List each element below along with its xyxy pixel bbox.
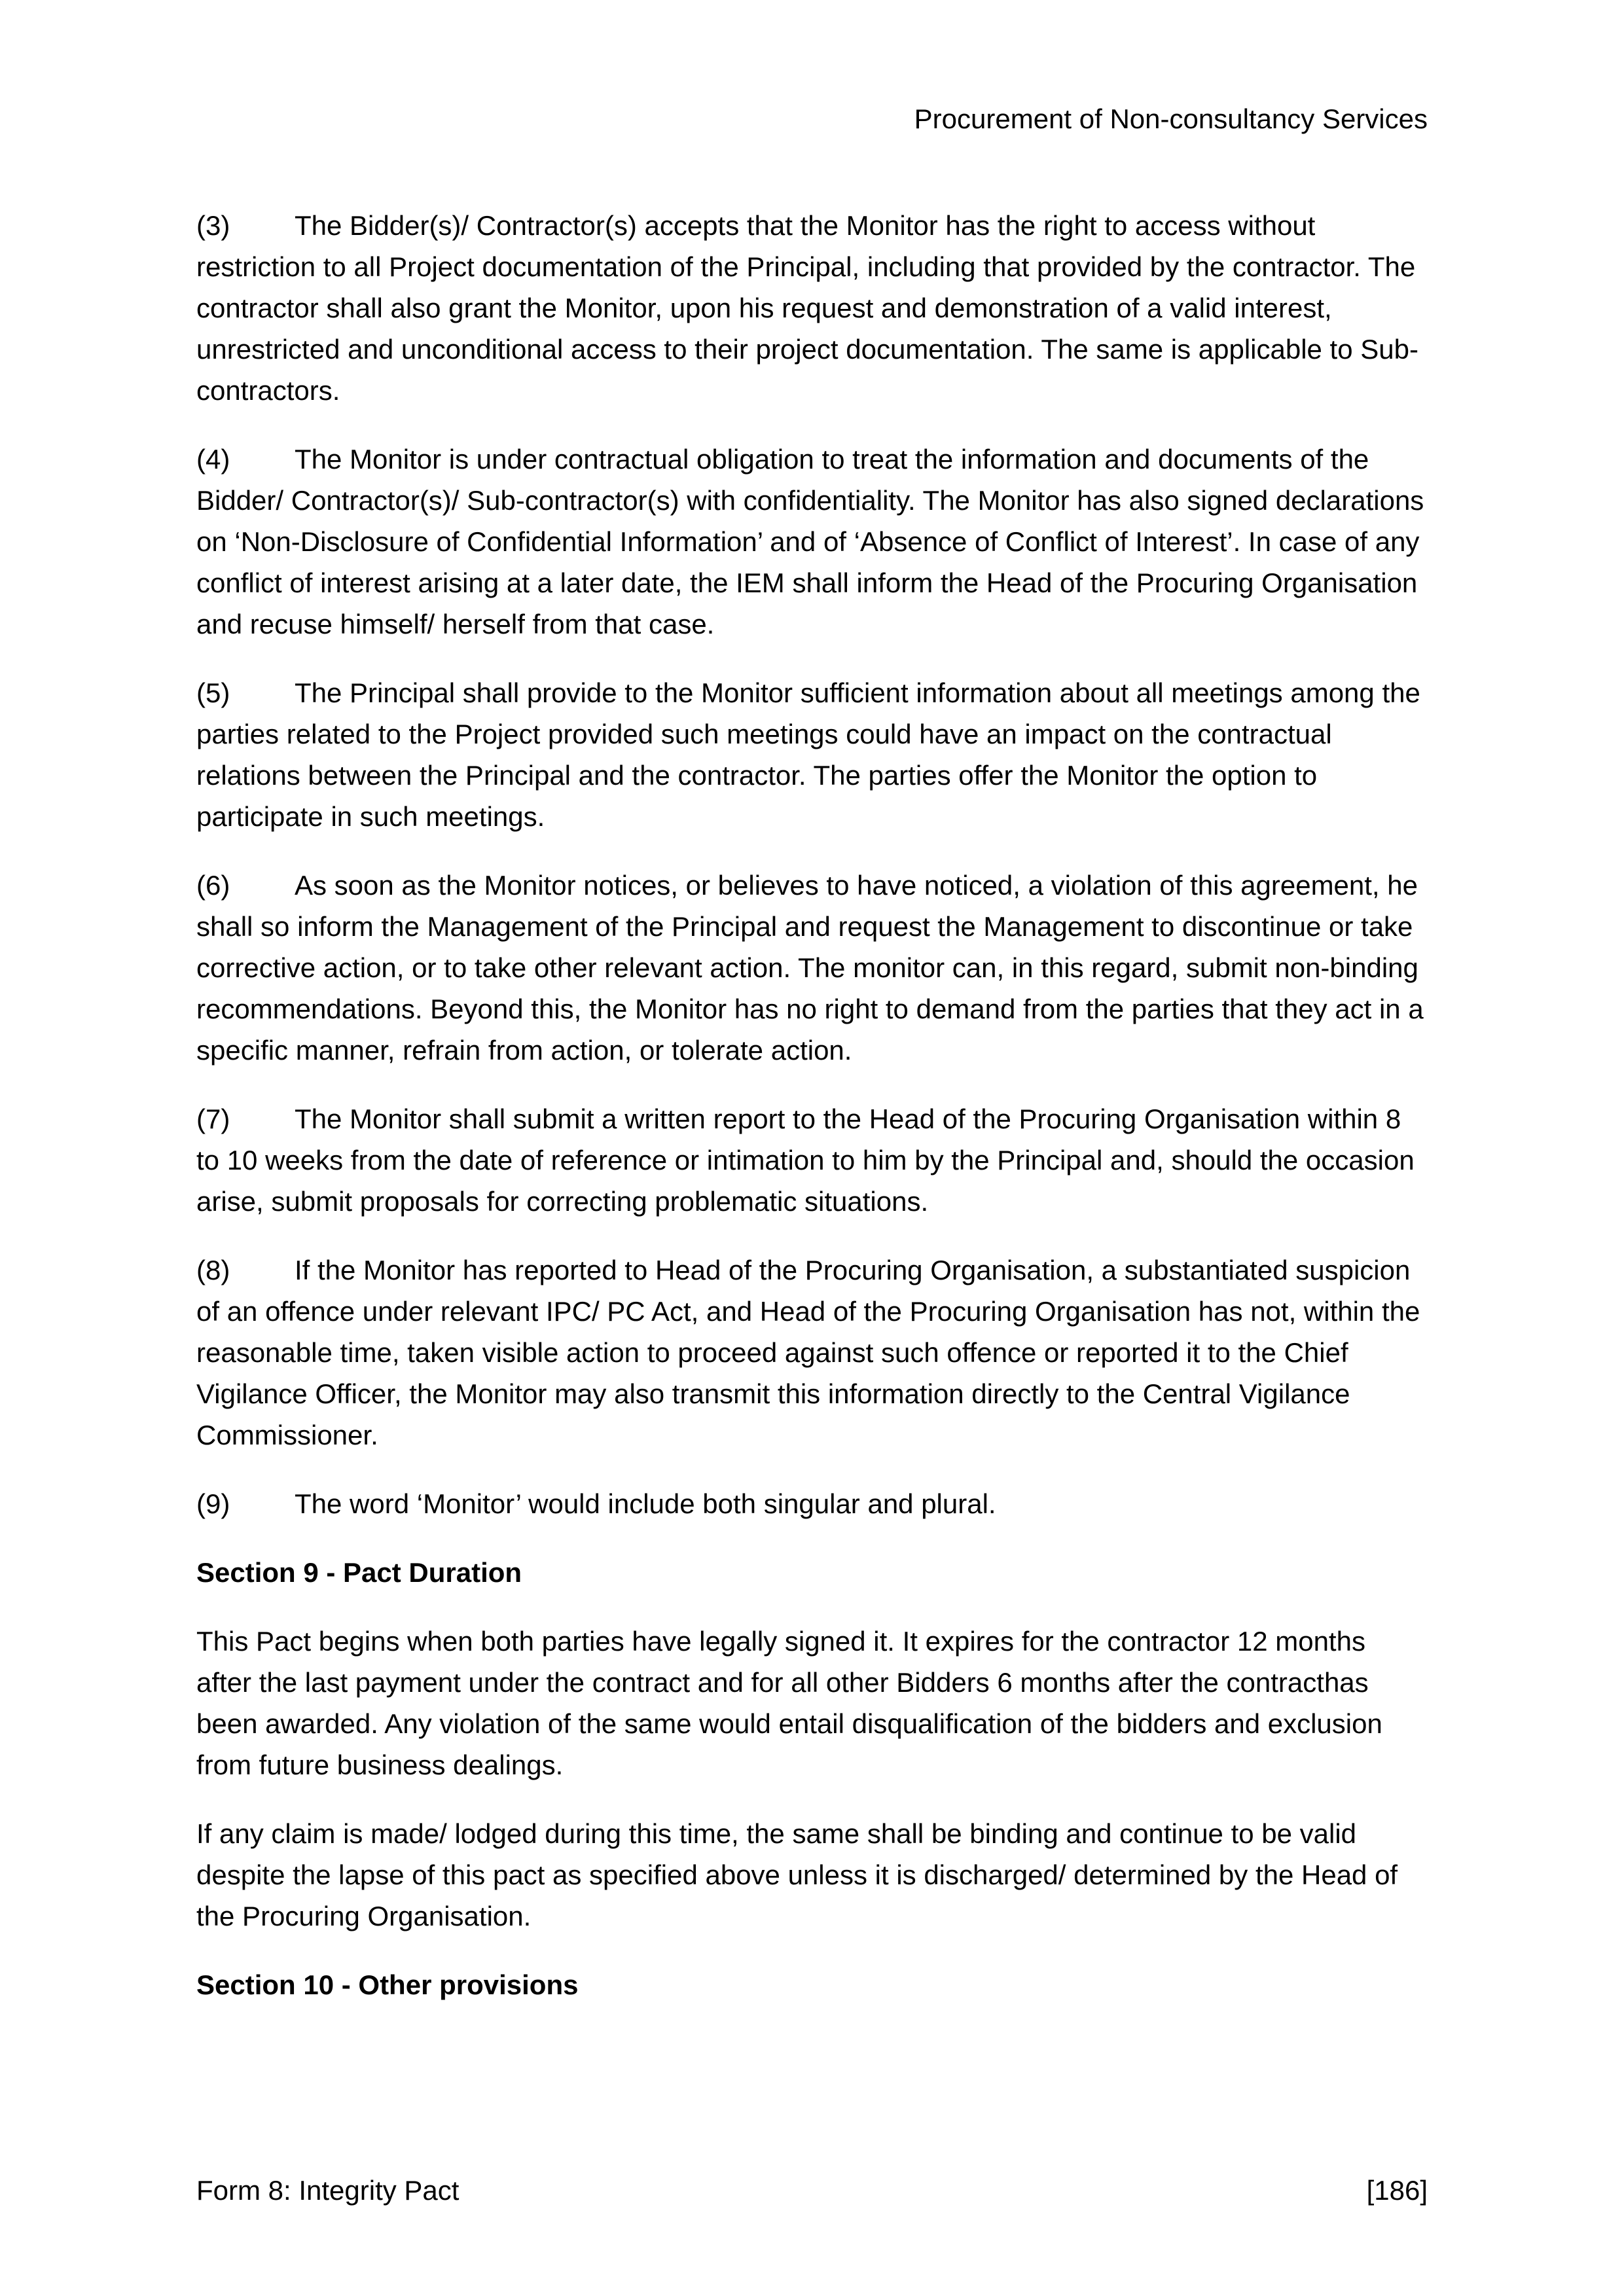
paragraph-3 bbox=[196, 205, 1428, 411]
paragraph-3-number: (3) bbox=[196, 210, 230, 241]
section-9-heading: Section 9 - Pact Duration bbox=[196, 1557, 522, 1588]
page-header bbox=[196, 98, 1428, 139]
paragraph-5 bbox=[196, 672, 1428, 837]
page-footer bbox=[196, 2170, 1428, 2211]
paragraph-8-number: (8) bbox=[196, 1255, 230, 1285]
paragraph-6-number: (6) bbox=[196, 870, 230, 901]
header-title: Procurement of Non-consultancy Services bbox=[914, 103, 1428, 134]
paragraph-4-number: (4) bbox=[196, 444, 230, 475]
paragraph-9 bbox=[196, 1483, 1428, 1524]
paragraph-6 bbox=[196, 865, 1428, 1071]
paragraph-7 bbox=[196, 1098, 1428, 1222]
section-10-heading: Section 10 - Other provisions bbox=[196, 1969, 579, 2000]
footer-form-label: Form 8: Integrity Pact bbox=[196, 2175, 460, 2206]
paragraph-7-text: The Monitor shall submit a written report to the Head of the Procuring Organisation within 8 to 10 weeks from the date of reference or intimation to him by the Principal and, should the occasion arise, submit proposals for correcting problematic situations. bbox=[196, 1103, 1415, 1217]
footer-page-number: [186] bbox=[1366, 2175, 1428, 2206]
paragraph-9-text: The word ‘Monitor’ would include both singular and plural. bbox=[295, 1488, 996, 1519]
paragraph-5-text: The Principal shall provide to the Monitor sufficient information about all meetings among the parties related to the Project provided such meetings could have an impact on the contractual relations between the Principal and the contractor. The parties offer the Monitor the option to participate in such meetings. bbox=[196, 677, 1420, 832]
paragraph-6-text: As soon as the Monitor notices, or believes to have noticed, a violation of this agreement, he shall so inform the Management of the Principal and request the Management to discontinue or take corrective action, or to take other relevant action. The monitor can, in this regard, submit non-binding recommendations. Beyond this, the Monitor has no right to demand from the parties that they act in a specific manner, refrain from action, or tolerate action. bbox=[196, 870, 1424, 1066]
section-9-paragraph-1: This Pact begins when both parties have legally signed it. It expires for the contractor 12 months after the last payment under the contract and for all other Bidders 6 months after the contracthas been awarded. Any violation of the same would entail disqualification of the bidders and exclusion from future business dealings. bbox=[196, 1626, 1382, 1780]
paragraph-3-text: The Bidder(s)/ Contractor(s) accepts that the Monitor has the right to access without restriction to all Project documentation of the Principal, including that provided by the contractor. The contractor shall also grant the Monitor, upon his request and demonstration of a valid interest, unrestricted and unconditional access to their project documentation. The same is applicable to Sub-contractors. bbox=[196, 210, 1418, 406]
paragraph-5-number: (5) bbox=[196, 677, 230, 708]
paragraph-4 bbox=[196, 439, 1428, 645]
section-9-paragraph-2: If any claim is made/ lodged during this time, the same shall be binding and continue to be valid despite the lapse of this pact as specified above unless it is discharged/ determined by the Head of the Procuring Organisation. bbox=[196, 1818, 1398, 1931]
paragraph-9-number: (9) bbox=[196, 1488, 230, 1519]
paragraph-7-number: (7) bbox=[196, 1103, 230, 1134]
paragraph-8-text: If the Monitor has reported to Head of the Procuring Organisation, a substantiated suspicion of an offence under relevant IPC/ PC Act, and Head of the Procuring Organisation has not, within the reasonable time, taken visible action to proceed against such offence or reported it to the Chief Vigilance Officer, the Monitor may also transmit this information directly to the Central Vigilance Commissioner. bbox=[196, 1255, 1420, 1450]
paragraph-4-text: The Monitor is under contractual obligation to treat the information and documents of the Bidder/ Contractor(s)/ Sub-contractor(s) with confidentiality. The Monitor has also signed declarations on ‘Non-Disclosure of Confidential Information’ and of ‘Absence of Conflict of Interest’. In case of any conflict of interest arising at a later date, the IEM shall inform the Head of the Procuring Organisation and recuse himself/ herself from that case. bbox=[196, 444, 1424, 639]
paragraph-8 bbox=[196, 1249, 1428, 1456]
